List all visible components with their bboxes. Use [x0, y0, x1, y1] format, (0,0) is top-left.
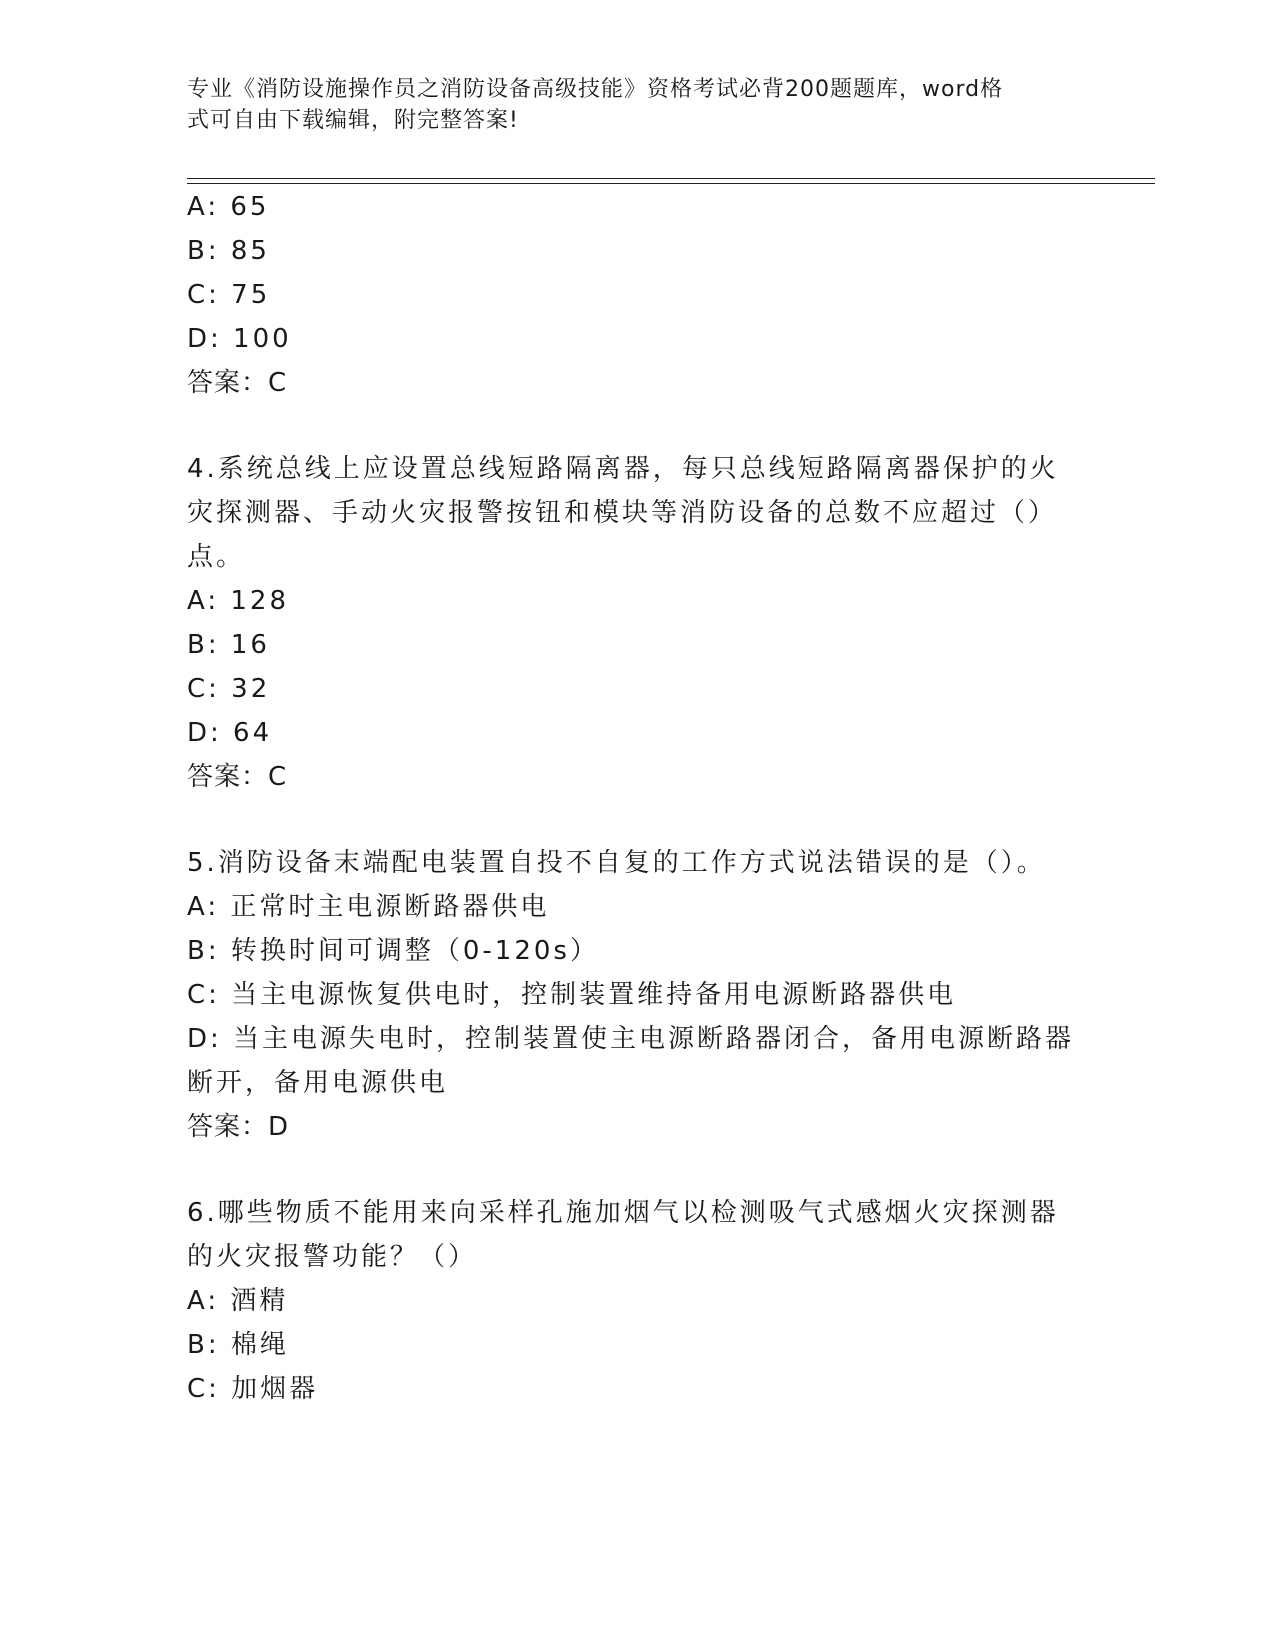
q4-option-a: A: 128 [187, 586, 289, 616]
q6-option-c: C: 加烟器 [187, 1374, 319, 1404]
q3-option-b: B: 85 [187, 236, 270, 266]
header-line-1: 专业《消防设施操作员之消防设备高级技能》资格考试必背200题题库，word格 [187, 77, 1004, 102]
q4-option-c: C: 32 [187, 674, 271, 704]
q4-answer: 答案：C [187, 762, 288, 792]
q5-option-c: C: 当主电源恢复供电时，控制装置维持备用电源断路器供电 [187, 980, 957, 1010]
q4-stem-line-2: 灾探测器、手动火灾报警按钮和模块等消防设备的总数不应超过（） [187, 498, 1058, 528]
header-divider-bottom [187, 183, 1155, 184]
q6-stem-line-1: 6.哪些物质不能用来向采样孔施加烟气以检测吸气式感烟火灾探测器 [187, 1198, 1059, 1228]
q5-option-d: D: 当主电源失电时，控制装置使主电源断路器闭合，备用电源断路器 [187, 1024, 1075, 1054]
q5-option-d-continued: 断开，备用电源供电 [187, 1068, 449, 1098]
q3-answer: 答案：C [187, 368, 288, 398]
q3-option-d: D: 100 [187, 324, 292, 354]
q3-option-a: A: 65 [187, 192, 270, 222]
q5-stem-line-1: 5.消防设备末端配电装置自投不自复的工作方式说法错误的是（）。 [187, 848, 1046, 878]
q4-option-d: D: 64 [187, 718, 273, 748]
q4-option-b: B: 16 [187, 630, 270, 660]
q4-stem-line-1: 4.系统总线上应设置总线短路隔离器，每只总线短路隔离器保护的火 [187, 454, 1059, 484]
q4-stem-line-3: 点。 [187, 542, 246, 572]
q5-option-b: B: 转换时间可调整（0-120s） [187, 936, 599, 966]
q5-answer: 答案：D [187, 1112, 290, 1142]
header-divider-top [187, 178, 1155, 179]
q6-option-a: A: 酒精 [187, 1286, 289, 1316]
header-line-2: 式可自由下载编辑，附完整答案! [187, 108, 519, 133]
q3-option-c: C: 75 [187, 280, 271, 310]
q5-option-a: A: 正常时主电源断路器供电 [187, 892, 550, 922]
q6-stem-line-2: 的火灾报警功能？（） [187, 1242, 478, 1272]
document-header [187, 74, 1067, 136]
q6-option-b: B: 棉绳 [187, 1330, 289, 1360]
